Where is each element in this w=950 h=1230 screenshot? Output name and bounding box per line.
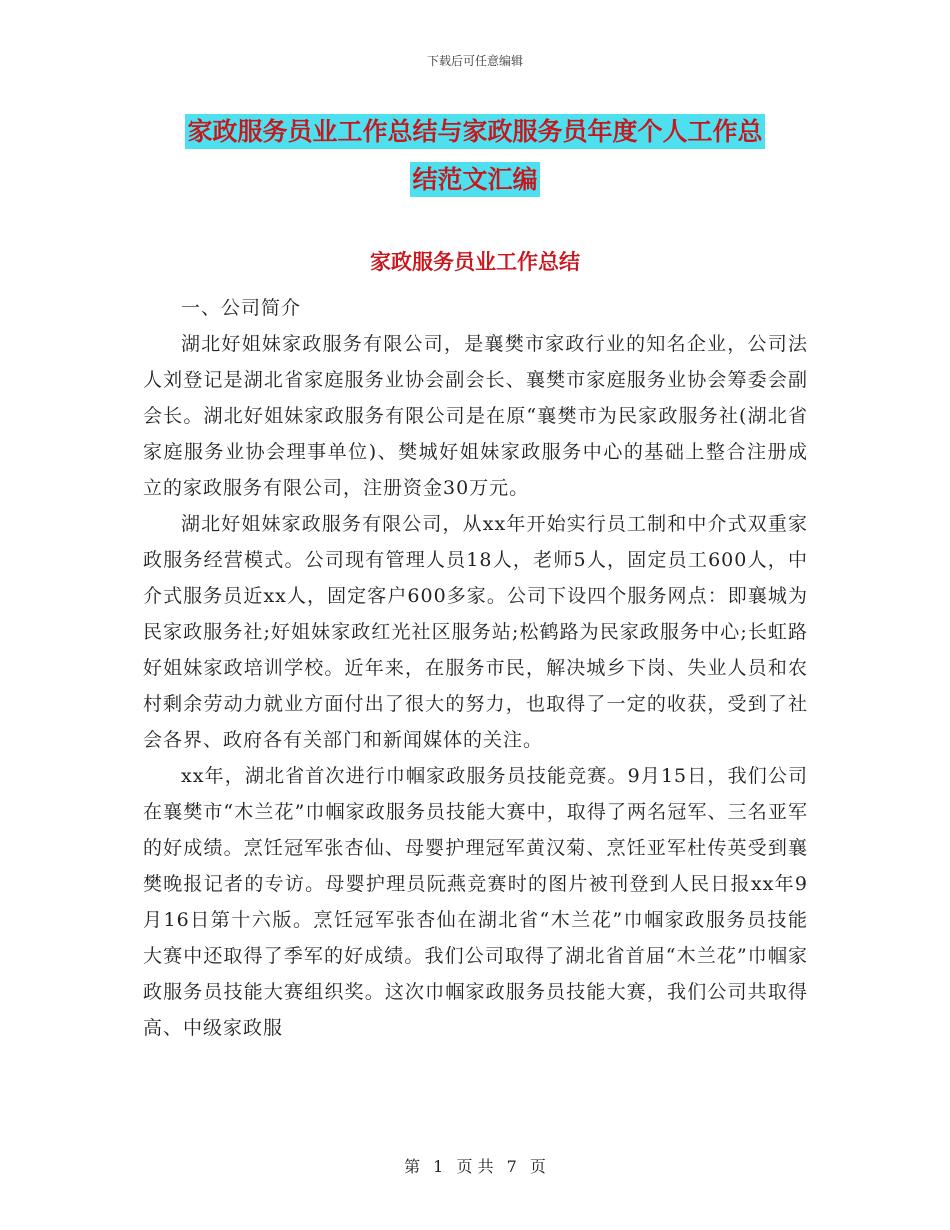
page-footer [0, 1154, 950, 1177]
page-label-mid: 页 共 [456, 1157, 494, 1176]
document-title [150, 108, 800, 204]
document-body [143, 290, 808, 1046]
paragraph-2: 湖北好姐妹家政服务有限公司，从xx年开始实行员工制和中介式双重家政服务经营模式。公司现有管理人员18人，老师5人，固定员工600人，中介式服务员近xx人，固定客户600多家。公司下设四个服务网点：即襄城为民家政服务社;好姐妹家政红光社区服务站;松鹤路为民家政服务中心;长虹路好姐妹家政培训学校。近年来，在服务市民，解决城乡下岗、失业人员和农村剩余劳动力就业方面付出了很大的努力，也取得了一定的收获，受到了社会各界、政府各有关部门和新闻媒体的关注。 [143, 513, 808, 751]
page-label-prefix: 第 [404, 1157, 421, 1176]
paragraph-1: 湖北好姐妹家政服务有限公司，是襄樊市家政行业的知名企业，公司法人刘登记是湖北省家庭服务业协会副会长、襄樊市家庭服务业协会筹委会副会长。湖北好姐妹家政服务有限公司是在原“襄樊市为民家政服务社(湖北省家庭服务业协会理事单位)、樊城好姐妹家政服务中心的基础上整合注册成立的家政服务有限公司，注册资金30万元。 [143, 333, 808, 499]
paragraph-3: xx年，湖北省首次进行巾帼家政服务员技能竞赛。9月15日，我们公司在襄樊市“木兰花”巾帼家政服务员技能大赛中，取得了两名冠军、三名亚军的好成绩。烹饪冠军张杏仙、母婴护理冠军黄汉菊、烹饪亚军杜传英受到襄樊晚报记者的专访。母婴护理员阮燕竞赛时的图片被刊登到人民日报xx年9月16日第十六版。烹饪冠军张杏仙在湖北省“木兰花”巾帼家政服务员技能大赛中还取得了季军的好成绩。我们公司取得了湖北省首届“木兰花”巾帼家政服务员技能大赛组织奖。这次巾帼家政服务员技能大赛，我们公司共取得高、中级家政服 [143, 765, 808, 1039]
header-note: 下载后可任意编辑 [426, 54, 523, 68]
page-label-suffix: 页 [529, 1157, 546, 1176]
heading-company-intro: 一、公司简介 [181, 297, 302, 319]
document-title-line-2: 结范文汇编 [410, 162, 539, 197]
page-total: 7 [506, 1157, 517, 1176]
section-title: 家政服务员业工作总结 [370, 249, 580, 274]
page-current: 1 [433, 1157, 444, 1176]
document-title-line-1: 家政服务员业工作总结与家政服务员年度个人工作总 [185, 114, 764, 149]
